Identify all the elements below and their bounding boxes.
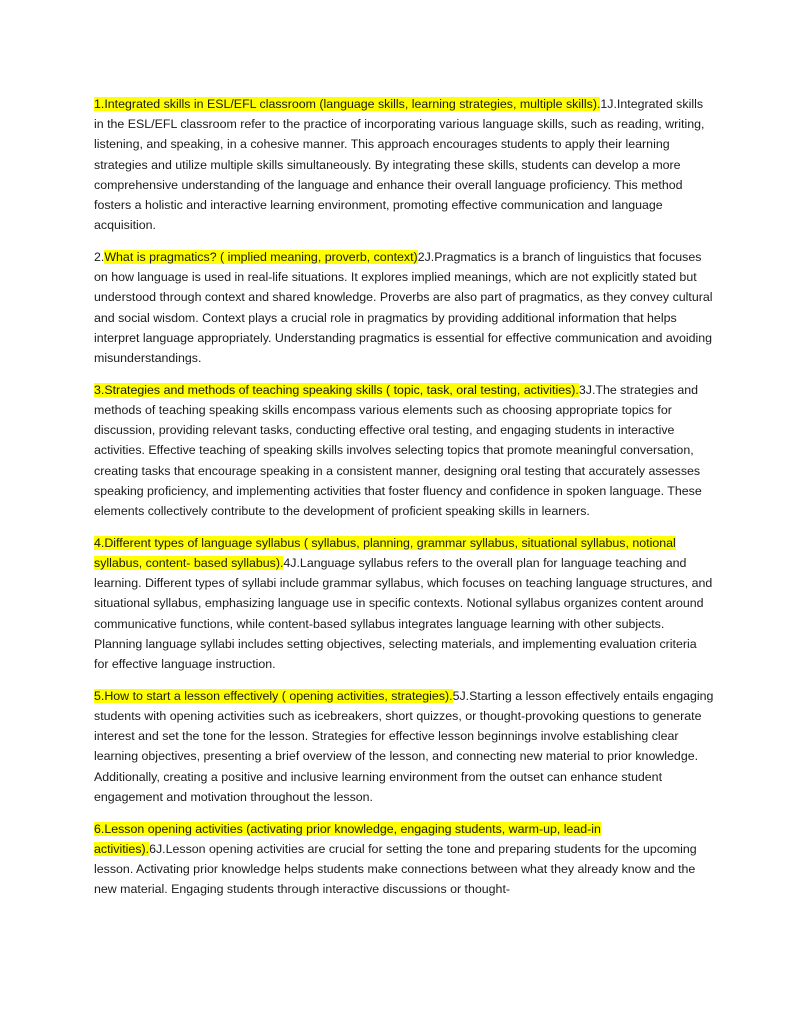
- paragraph-6-heading: 6.Lesson opening activities (activating prior knowledge, engaging students, warm-up, lead-in activities).: [94, 821, 601, 856]
- paragraph-4: [94, 533, 714, 674]
- paragraph-4-heading: 4.Different types of language syllabus ( syllabus, planning, grammar syllabus, situational syllabus, notional syllabus, content- based syllabus).: [94, 535, 676, 571]
- paragraph-6: [94, 819, 714, 900]
- paragraph-1-body: 1J.Integrated skills in the ESL/EFL classroom refer to the practice of incorporating various language skills, such as reading, writing, listening, and speaking, in a cohesive manner. This approach encourages students to apply their learning strategies and utilize multiple skills simultaneously. By integrating these skills, students can develop a more comprehensive understanding of the language and enhance their overall language proficiency. This method fosters a holistic and interactive learning environment, promoting effective communication and language acquisition.: [94, 97, 705, 233]
- paragraph-3: [94, 380, 714, 521]
- paragraph-2: [94, 247, 714, 368]
- paragraph-2-prefix: 2.: [94, 250, 105, 265]
- paragraph-3-heading: 3.Strategies and methods of teaching speaking skills ( topic, task, oral testing, activities).: [94, 382, 579, 397]
- document-page: [94, 94, 714, 911]
- paragraph-5-heading: 5.How to start a lesson effectively ( opening activities, strategies).: [94, 688, 453, 703]
- paragraph-2-heading: What is pragmatics? ( implied meaning, proverb, context): [104, 250, 418, 265]
- paragraph-4-body: 4J.Language syllabus refers to the overall plan for language teaching and learning. Different types of syllabi include grammar syllabus, which focuses on teaching language structures, and situational syllabus, emphasizing language use in specific contexts. Notional syllabus organizes content around communicative functions, while content-based syllabus integrates language learning with other subjects. Planning language syllabi includes setting objectives, selecting materials, and implementing evaluation criteria for effective language instruction.: [94, 556, 713, 672]
- paragraph-5: [94, 686, 714, 807]
- paragraph-5-body: 5J.Starting a lesson effectively entails engaging students with opening activities such as icebreakers, short quizzes, or thought-provoking questions to generate interest and set the tone for the lesson. Strategies for effective lesson beginnings involve establishing clear learning objectives, presenting a brief overview of the lesson, and connecting new material to prior knowledge. Additionally, creating a positive and inclusive learning environment from the outset can enhance student engagement and motivation throughout the lesson.: [94, 688, 714, 804]
- paragraph-3-body: 3J.The strategies and methods of teaching speaking skills encompass various elements such as choosing appropriate topics for discussion, providing relevant tasks, conducting effective oral testing, and engaging students in interactive activities. Effective teaching of speaking skills involves selecting topics that promote meaningful conversation, creating tasks that encourage speaking in a consistent manner, designing oral testing that accurately assesses speaking proficiency, and implementing activities that foster fluency and confidence in spoken language. These elements collectively contribute to the development of proficient speaking skills in learners.: [94, 382, 702, 519]
- paragraph-2-body: 2J.Pragmatics is a branch of linguistics that focuses on how language is used in real-life situations. It explores implied meanings, which are not explicitly stated but understood through context and shared knowledge. Proverbs are also part of pragmatics, as they convey cultural and social wisdom. Context plays a crucial role in pragmatics by providing additional information that helps interpret language appropriately. Understanding pragmatics is essential for effective communication and avoiding misunderstandings.: [94, 250, 713, 366]
- paragraph-1: [94, 94, 714, 235]
- paragraph-6-body: 6J.Lesson opening activities are crucial for setting the tone and preparing students for the upcoming lesson. Activating prior knowledge helps students make connections between what they already know and the new material. Engaging students through interactive discussions or thought-: [94, 841, 697, 897]
- paragraph-1-heading: 1.Integrated skills in ESL/EFL classroom (language skills, learning strategies, multiple skills).: [94, 97, 601, 111]
